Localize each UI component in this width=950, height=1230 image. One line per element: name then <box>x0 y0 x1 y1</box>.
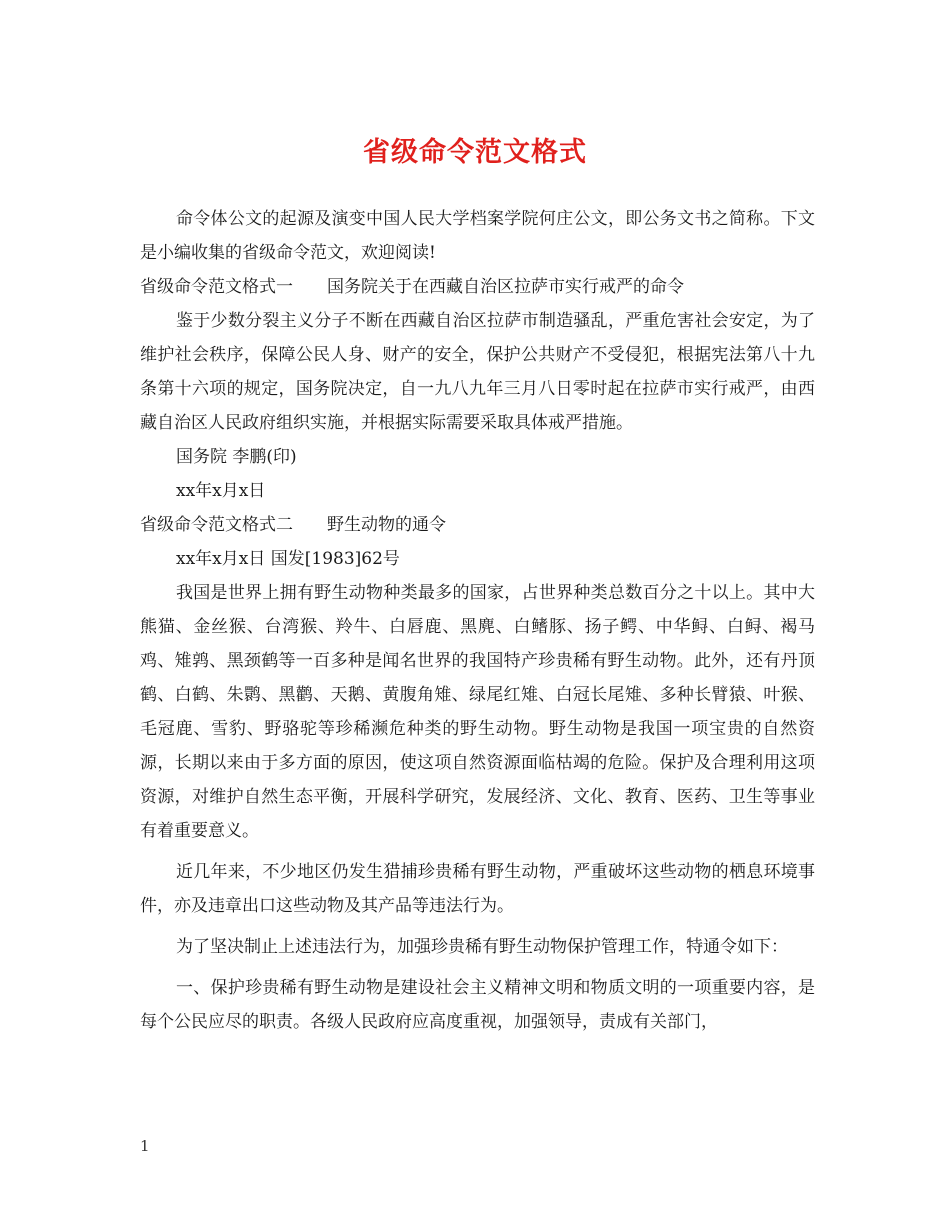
section-paragraph-4: 一、保护珍贵稀有野生动物是建设社会主义精神文明和物质文明的一项重要内容，是每个公民应尽的职责。各级人民政府应高度重视，加强领导，责成有关部门， <box>140 978 815 1032</box>
document-title: 省级命令范文格式 <box>363 137 587 168</box>
document-reference: xx年x月x日 国发[1983]62号 <box>176 549 400 569</box>
section-paragraph-2: 近几年来，不少地区仍发生猎捕珍贵稀有野生动物，严重破坏这些动物的栖息环境事件，亦及违章出口这些动物及其产品等违法行为。 <box>140 862 815 916</box>
section-paragraph-3: 为了坚决制止上述违法行为，加强珍贵稀有野生动物保护管理工作，特通令如下： <box>176 937 788 957</box>
section-heading-2 <box>140 508 815 542</box>
section-paragraph-1: 我国是世界上拥有野生动物种类最多的国家，占世界种类总数百分之十以上。其中大熊猫、金丝猴、台湾猴、羚牛、白唇鹿、黑麂、白鳍豚、扬子鳄、中华鲟、白鲟、褐马鸡、雉鹑、黑颈鹤等一百多种是闻名世界的我国特产珍贵稀有野生动物。此外，还有丹顶鹤、白鹤、朱鹮、黑鹳、天鹅、黄腹角雉、绿尾红雉、白冠长尾雉、多种长臂猿、叶猴、毛冠鹿、雪豹、野骆驼等珍稀濒危种类的野生动物。野生动物是我国一项宝贵的自然资源，长期以来由于多方面的原因，使这项自然资源面临枯竭的危险。保护及合理利用这项资源，对维护自然生态平衡，开展科学研究，发展经济、文化、教育、医药、卫生等事业有着重要意义。 <box>140 583 815 841</box>
section-label-1: 省级命令范文格式一 <box>140 277 293 297</box>
section-heading-1 <box>140 270 815 304</box>
section-title-1: 国务院关于在西藏自治区拉萨市实行戒严的命令 <box>327 277 684 297</box>
page-number: 1 <box>140 1137 150 1155</box>
signature: 国务院 李鹏(印) <box>176 447 297 467</box>
section-body-1: 鉴于少数分裂主义分子不断在西藏自治区拉萨市制造骚乱，严重危害社会安定，为了维护社会秩序，保障公民人身、财产的安全，保护公共财产不受侵犯，根据宪法第八十九条第十六项的规定，国务院决定，自一九八九年三月八日零时起在拉萨市实行戒严，由西藏自治区人民政府组织实施，并根据实际需要采取具体戒严措施。 <box>140 311 815 433</box>
section-title-2: 野生动物的通令 <box>327 515 446 535</box>
signature-date: xx年x月x日 <box>176 481 266 501</box>
document-body <box>140 202 815 1039</box>
section-label-2: 省级命令范文格式二 <box>140 515 293 535</box>
intro-paragraph: 命令体公文的起源及演变中国人民大学档案学院何庄公文，即公务文书之简称。下文是小编收集的省级命令范文，欢迎阅读! <box>140 209 815 263</box>
